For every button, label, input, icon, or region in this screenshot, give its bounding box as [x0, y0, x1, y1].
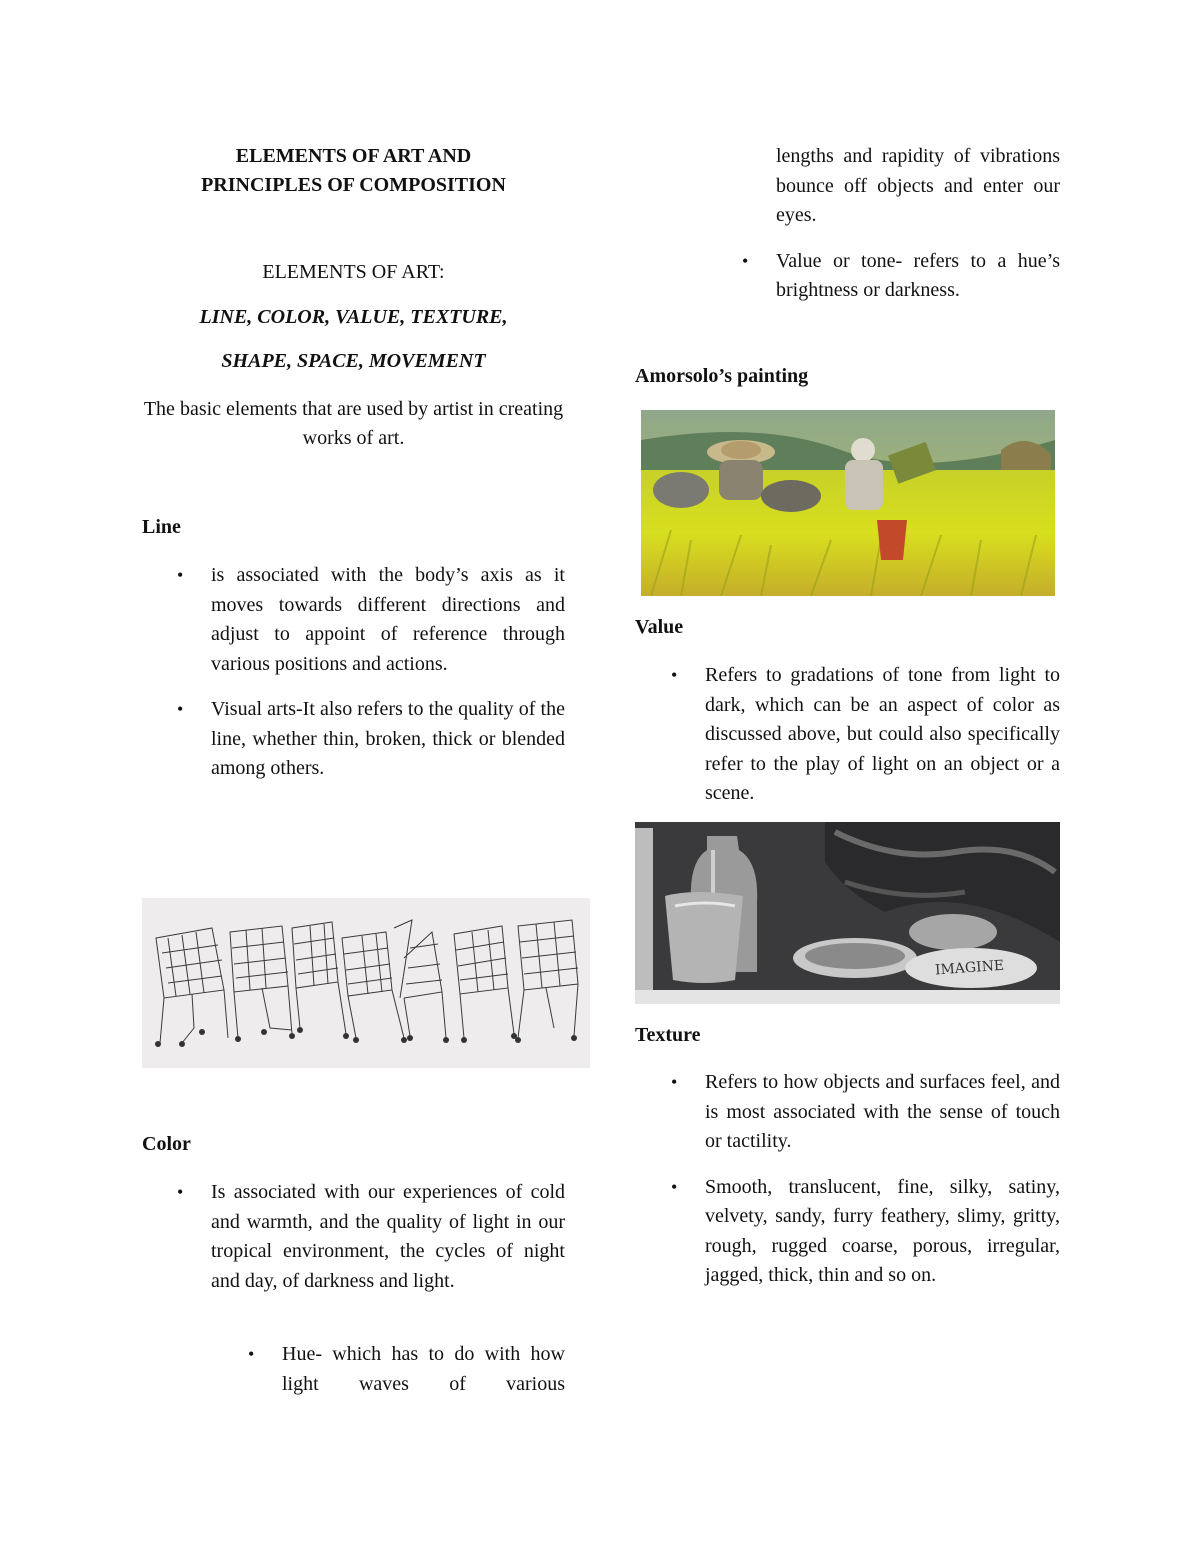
- value-heading: Value: [635, 616, 684, 638]
- line-heading: Line: [142, 516, 181, 538]
- value-bullets: [671, 661, 1060, 825]
- texture-heading: Texture: [635, 1024, 701, 1046]
- imagine-caption: IMAGINE: [934, 957, 1005, 979]
- list-item: • Refers to how objects and surfaces feel, and is most associated with the sense of touch or tactility.: [705, 1068, 1060, 1157]
- bullet-icon: •: [177, 1182, 184, 1202]
- document-title: [142, 142, 565, 200]
- bullet-icon: •: [671, 665, 678, 685]
- amorsolo-painting-image: [641, 410, 1055, 596]
- color-sub-bullets-left: [248, 1340, 565, 1415]
- list-item: • is associated with the body’s axis as it moves towards different directions and adjust to appoint of reference through various positions and actions.: [211, 561, 565, 679]
- list-item: • Visual arts-It also refers to the quality of the line, whether thin, broken, thick or blended among others.: [211, 695, 565, 784]
- bullet-icon: •: [671, 1072, 678, 1092]
- line-bullets: [177, 561, 565, 800]
- list-item: • Value or tone- refers to a hue’s brightness or darkness.: [776, 247, 1060, 306]
- color-heading: Color: [142, 1133, 191, 1155]
- bullet-icon: •: [177, 565, 184, 585]
- bullet-icon: •: [177, 699, 184, 719]
- list-item: • Smooth, translucent, fine, silky, satiny, velvety, sandy, furry feathery, slimy, gritty, rough, rugged coarse, porous, irregular, jagged, thick, thin and so on.: [705, 1173, 1060, 1291]
- amorsolo-heading: Amorsolo’s painting: [635, 365, 809, 387]
- bullet-icon: •: [671, 1176, 678, 1197]
- value-still-life-image: [635, 822, 1060, 1004]
- list-item: • Refers to gradations of tone from light to dark, which can be an aspect of color as discussed above, but could also specifically refer to the play of light on an object or a scene.: [705, 661, 1060, 809]
- list-item: • Hue- which has to do with how light waves of various: [282, 1340, 565, 1399]
- list-item: • Is associated with our experiences of cold and warmth, and the quality of light in our tropical environment, the cycles of night and day, of darkness and light.: [211, 1178, 565, 1296]
- color-bullets: [177, 1178, 565, 1312]
- color-sub-bullets-right: [742, 142, 1060, 322]
- title-line-1: ELEMENTS OF ART AND: [235, 145, 472, 167]
- bullet-icon: •: [248, 1344, 255, 1364]
- list-item: lengths and rapidity of vibrations bounce off objects and enter our eyes.: [776, 145, 1060, 226]
- line-drawing-image: [142, 898, 590, 1068]
- elements-header: ELEMENTS OF ART:: [262, 261, 445, 283]
- elements-list-line-1: LINE, COLOR, VALUE, TEXTURE,: [199, 306, 508, 328]
- bullet-icon: •: [742, 250, 749, 271]
- title-line-2: PRINCIPLES OF COMPOSITION: [201, 174, 506, 196]
- elements-list-line-2: SHAPE, SPACE, MOVEMENT: [221, 350, 486, 372]
- texture-bullets: [671, 1068, 1060, 1307]
- intro-text: The basic elements that are used by artist in creating works of art.: [143, 398, 564, 449]
